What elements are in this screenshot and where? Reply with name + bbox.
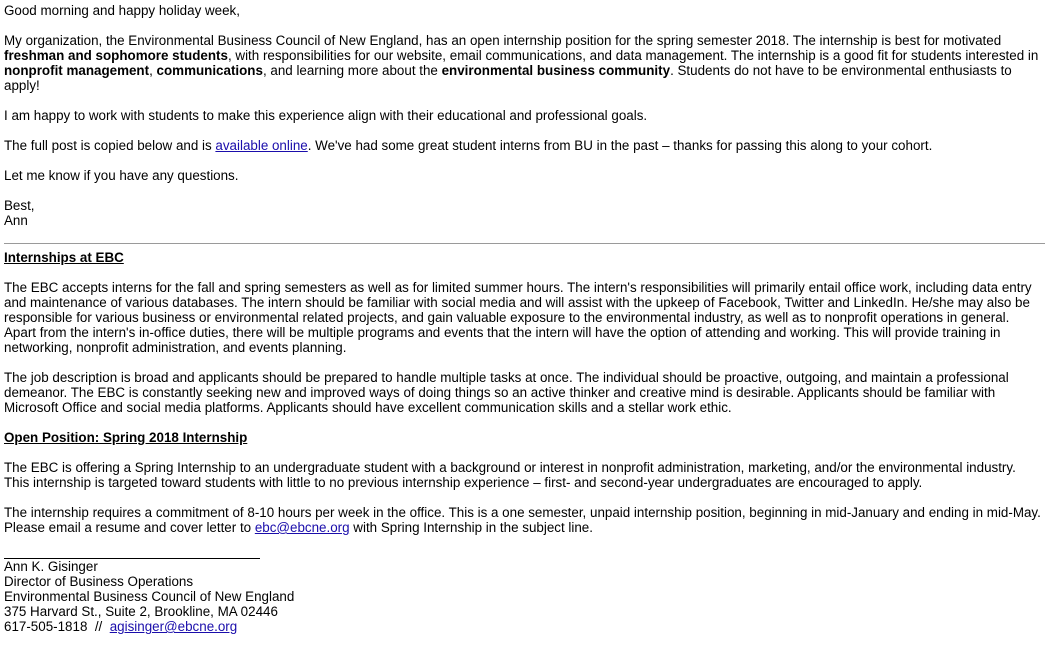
divider: [4, 243, 1045, 244]
intro-bold-communications: communications: [156, 63, 263, 78]
internships-paragraph-2: The job description is broad and applicants should be prepared to handle multiple tasks at once. The individual should be proactive, outgoing, and maintain a professional demeanor. The EBC is constantly seeking new and improved ways of doing things so an active thinker and creative mind is desirable. Applicants should be familiar with Microsoft Office and social media platforms. Applicants should have excellent communication skills and a stellar work ethic.: [4, 370, 1009, 415]
questions-paragraph: Let me know if you have any questions.: [4, 168, 239, 183]
section-heading-internships: Internships at EBC: [4, 250, 124, 265]
open-position-text-2: with Spring Internship in the subject line.: [349, 520, 593, 535]
closing: Best,: [4, 198, 35, 213]
intro-paragraph: [4, 33, 1044, 93]
open-position-paragraph-1: The EBC is offering a Spring Internship to an undergraduate student with a background or interest in nonprofit administration, marketing, and/or the environmental industry. This internship is targeted toward students with little to no previous internship experience – first- and second-year undergraduates are encouraged to apply.: [4, 460, 1016, 490]
signature-title: Director of Business Operations: [4, 574, 194, 589]
intro-text-5: . Students do not have to be environmental enthusiasts to apply!: [4, 63, 1012, 93]
full-post-text-2: . We've had some great student interns from BU in the past – thanks for passing this along to your cohort.: [307, 138, 933, 153]
available-online-link[interactable]: available online: [215, 138, 308, 153]
open-position-text-1: The internship requires a commitment of 8-10 hours per week in the office. This is a one semester, unpaid internship position, beginning in mid-January and ending in mid-May. Please email a resume and cover letter to: [4, 505, 1041, 535]
intro-text-1: My organization, the Environmental Business Council of New England, has an open internship position for the spring semester 2018. The internship is best for motivated: [4, 33, 1002, 48]
ebc-email-link[interactable]: ebc@ebcne.org: [254, 520, 350, 535]
intro-text-4: , and learning more about the: [262, 63, 442, 78]
goals-paragraph: I am happy to work with students to make this experience align with their educational and professional goals.: [4, 108, 648, 123]
signature-block: [4, 559, 1044, 634]
signature-org: Environmental Business Council of New England: [4, 589, 295, 604]
section-heading-open-position: Open Position: Spring 2018 Internship: [4, 430, 248, 445]
sender-name: Ann: [4, 213, 28, 228]
intro-text-2: , with responsibilities for our website, email communications, and data management. The internship is a good fit for students interested in: [227, 48, 1039, 63]
signature-contact: [4, 619, 1044, 634]
signature-email-link[interactable]: agisinger@ebcne.org: [109, 619, 238, 634]
full-post-paragraph: [4, 138, 1044, 153]
intro-text-3: ,: [149, 63, 157, 78]
greeting: Good morning and happy holiday week,: [4, 3, 240, 18]
email-body: [4, 3, 1044, 634]
full-post-text-1: The full post is copied below and is: [4, 138, 216, 153]
signature-name: Ann K. Gisinger: [4, 559, 98, 574]
intro-bold-students: freshman and sophomore students: [4, 48, 228, 63]
open-position-paragraph-2: [4, 505, 1044, 535]
intro-bold-community: environmental business community: [441, 63, 671, 78]
signature-phone: 617-505-1818 //: [4, 619, 110, 634]
internships-paragraph-1: The EBC accepts interns for the fall and spring semesters as well as for limited summer hours. The intern's responsibilities will primarily entail office work, including data entry and maintenance of various databases. The intern should be familiar with social media and will assist with the upkeep of Facebook, Twitter and LinkedIn. He/she may also be responsible for various business or environmental related projects, and gain valuable exposure to the environmental industry, as well as to nonprofit operations in general. Apart from the intern's in-office duties, there will be multiple programs and events that the intern will have the option of attending and working. This will provide training in networking, nonprofit administration, and events planning.: [4, 280, 1032, 355]
intro-bold-nonprofit: nonprofit management: [4, 63, 150, 78]
signature-address: 375 Harvard St., Suite 2, Brookline, MA 02446: [4, 604, 278, 619]
